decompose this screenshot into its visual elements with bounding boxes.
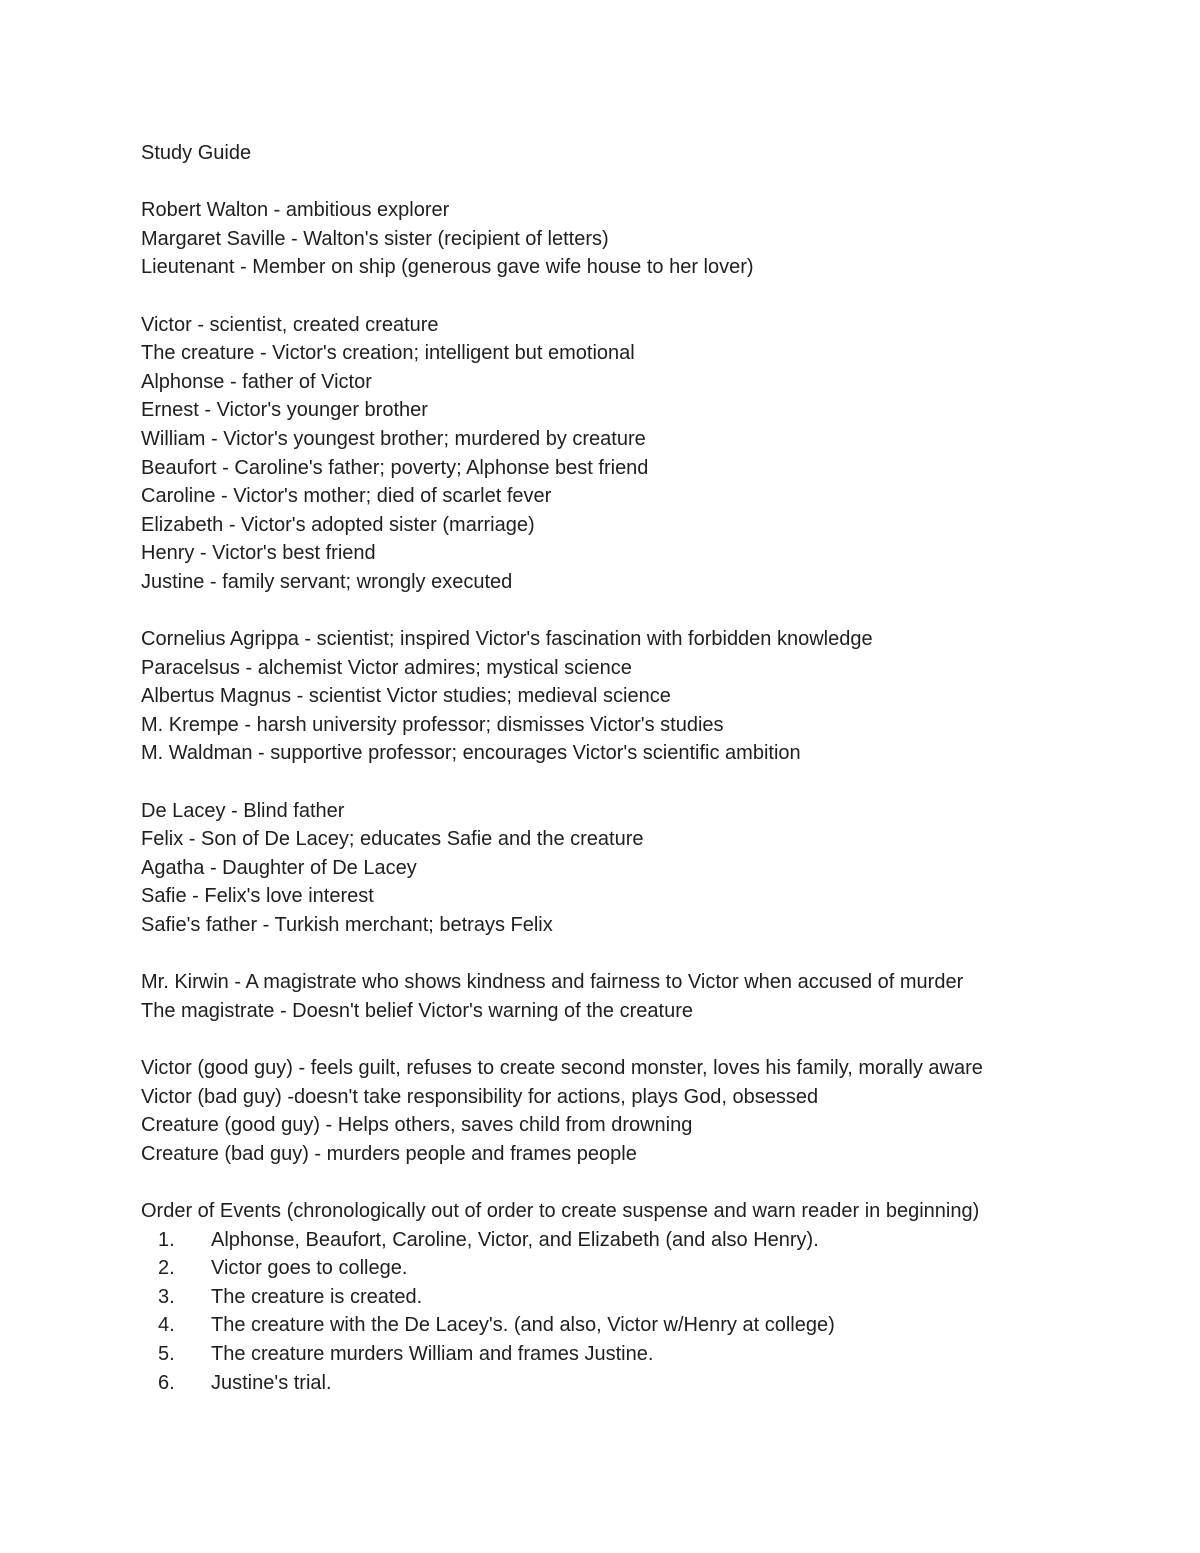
character-line: Alphonse - father of Victor [141, 370, 372, 393]
blank-line [141, 768, 1101, 797]
section-magistrates [141, 968, 1101, 1025]
character-line: Ernest - Victor's younger brother [141, 399, 428, 422]
character-line: Henry - Victor's best friend [141, 542, 376, 565]
character-line: Victor - scientist, created creature [141, 313, 439, 336]
character-line: M. Waldman - supportive professor; encourages Victor's scientific ambition [141, 742, 801, 765]
events-list [141, 1226, 1101, 1398]
character-line: William - Victor's youngest brother; murdered by creature [141, 427, 646, 450]
list-item [141, 1369, 1101, 1398]
character-line: Agatha - Daughter of De Lacey [141, 856, 417, 879]
character-line: The magistrate - Doesn't belief Victor's warning of the creature [141, 999, 693, 1022]
character-line: Albertus Magnus - scientist Victor studies; medieval science [141, 685, 671, 708]
blank-line [141, 1025, 1101, 1054]
list-number: 6. [158, 1371, 175, 1394]
section-walton-characters [141, 196, 1101, 282]
character-line: Mr. Kirwin - A magistrate who shows kindness and fairness to Victor when accused of murder [141, 971, 964, 994]
section-scientists [141, 625, 1101, 768]
document-title: Study Guide [141, 142, 252, 164]
section-de-lacey-family [141, 797, 1101, 940]
list-item [141, 1254, 1101, 1283]
list-number: 1. [158, 1228, 175, 1251]
list-number: 3. [158, 1285, 175, 1308]
analysis-line: Creature (good guy) - Helps others, saves child from drowning [141, 1114, 693, 1137]
list-number: 2. [158, 1257, 175, 1280]
character-line: M. Krempe - harsh university professor; dismisses Victor's studies [141, 713, 724, 736]
list-item [141, 1311, 1101, 1340]
character-line: Elizabeth - Victor's adopted sister (marriage) [141, 513, 535, 536]
blank-line [141, 940, 1101, 969]
section-good-bad-analysis [141, 1054, 1101, 1168]
character-line: De Lacey - Blind father [141, 799, 345, 822]
character-line: The creature - Victor's creation; intelligent but emotional [141, 342, 635, 365]
character-line: Safie - Felix's love interest [141, 885, 374, 908]
character-line: Paracelsus - alchemist Victor admires; mystical science [141, 656, 632, 679]
character-line: Margaret Saville - Walton's sister (recipient of letters) [141, 227, 609, 250]
character-line: Robert Walton - ambitious explorer [141, 199, 450, 222]
analysis-line: Creature (bad guy) - murders people and frames people [141, 1142, 637, 1165]
section-order-of-events [141, 1197, 1101, 1397]
analysis-line: Victor (bad guy) -doesn't take responsibility for actions, plays God, obsessed [141, 1085, 819, 1108]
list-number: 4. [158, 1314, 175, 1337]
list-text: Alphonse, Beaufort, Caroline, Victor, and Elizabeth (and also Henry). [211, 1228, 819, 1251]
character-line: Justine - family servant; wrongly executed [141, 570, 513, 593]
list-text: The creature murders William and frames Justine. [211, 1342, 654, 1365]
list-item [141, 1283, 1101, 1312]
list-text: Justine's trial. [211, 1371, 332, 1394]
list-text: The creature with the De Lacey's. (and also, Victor w/Henry at college) [211, 1314, 835, 1337]
list-number: 5. [158, 1342, 175, 1365]
list-item [141, 1226, 1101, 1255]
blank-line [141, 282, 1101, 311]
document-page [141, 139, 1101, 1397]
character-line: Cornelius Agrippa - scientist; inspired Victor's fascination with forbidden knowledge [141, 628, 873, 651]
character-line: Lieutenant - Member on ship (generous gave wife house to her lover) [141, 256, 754, 279]
list-text: Victor goes to college. [211, 1257, 408, 1280]
character-line: Beaufort - Caroline's father; poverty; Alphonse best friend [141, 456, 649, 479]
list-item [141, 1340, 1101, 1369]
blank-line [141, 597, 1101, 626]
events-heading: Order of Events (chronologically out of order to create suspense and warn reader in beginning) [141, 1199, 980, 1222]
character-line: Safie's father - Turkish merchant; betrays Felix [141, 914, 553, 937]
blank-line [141, 168, 1101, 197]
blank-line [141, 1168, 1101, 1197]
analysis-line: Victor (good guy) - feels guilt, refuses to create second monster, loves his family, morally aware [141, 1057, 983, 1079]
character-line: Caroline - Victor's mother; died of scarlet fever [141, 485, 552, 508]
character-line: Felix - Son of De Lacey; educates Safie and the creature [141, 828, 644, 851]
list-text: The creature is created. [211, 1285, 423, 1308]
section-family-characters [141, 311, 1101, 597]
